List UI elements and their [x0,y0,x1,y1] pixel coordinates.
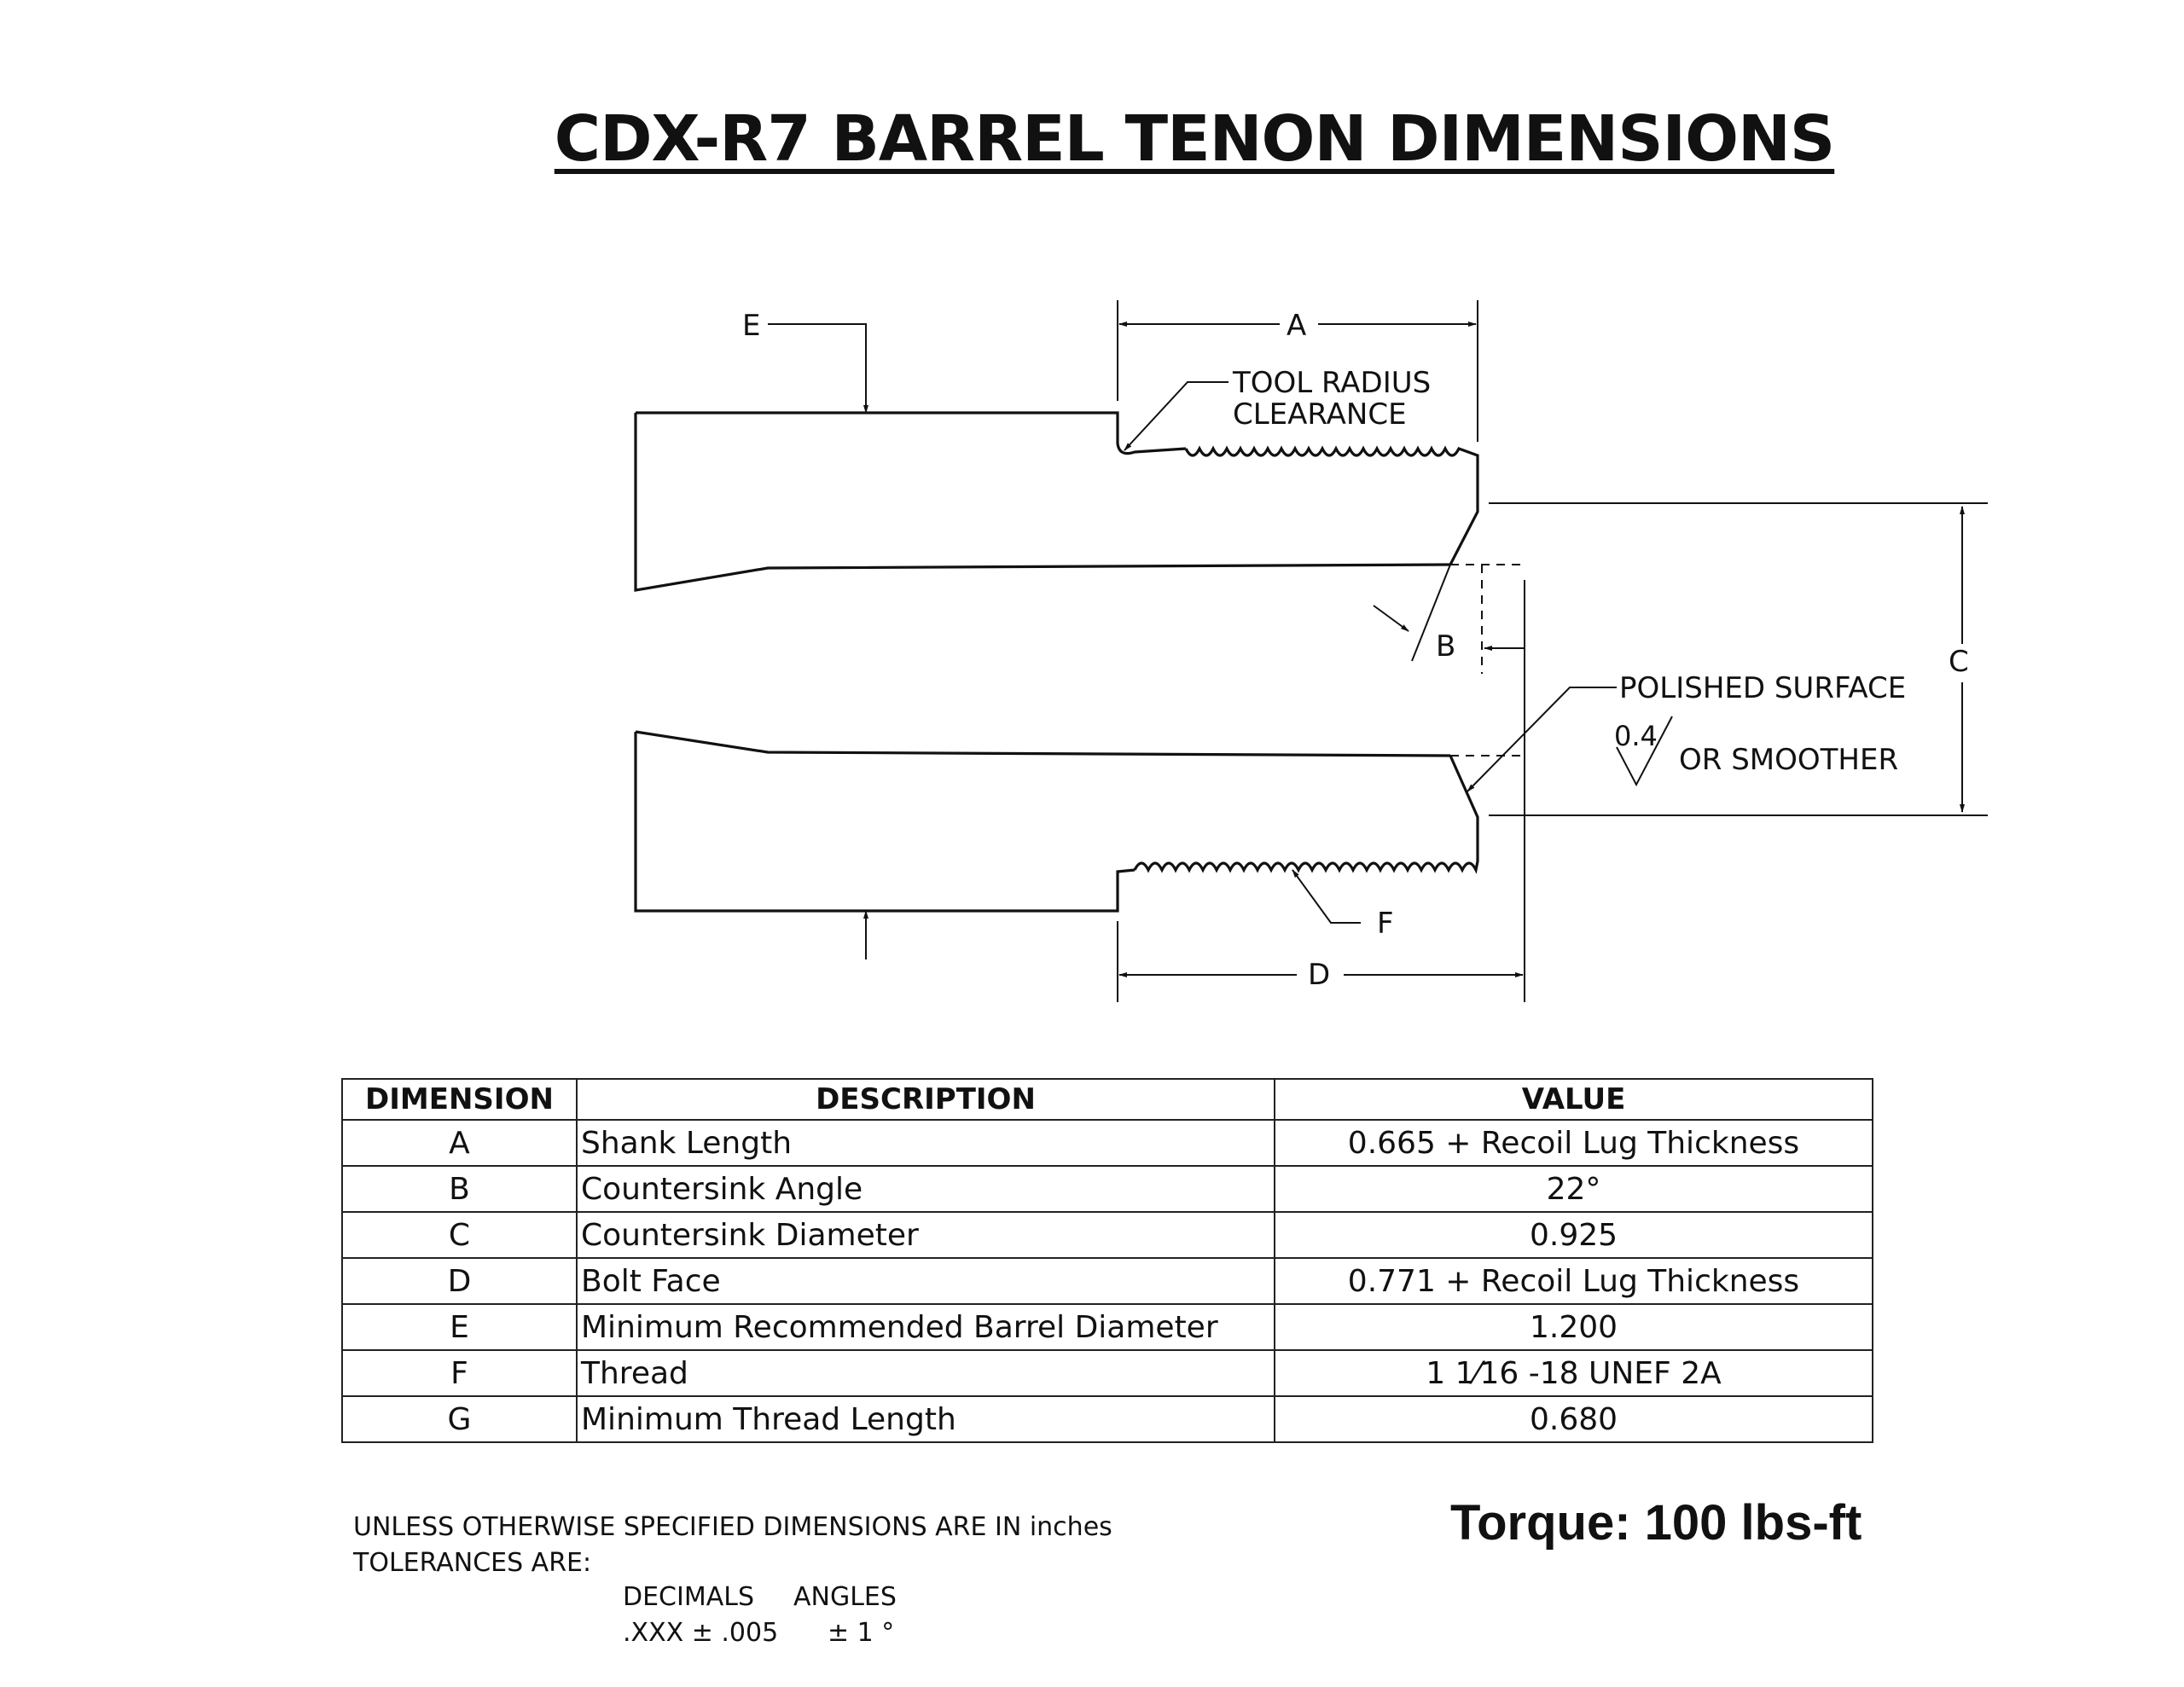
angles-label: ANGLES [793,1582,897,1612]
tolerance-block [623,1580,897,1651]
row-dimension: D [342,1258,577,1304]
decimals-tolerance: .XXX ± .005 [623,1618,779,1648]
table-header-row [342,1079,1873,1120]
row-description: Countersink Angle [577,1166,1275,1212]
row-description: Minimum Thread Length [577,1396,1275,1442]
label-a: A [1287,309,1307,343]
row-dimension: F [342,1350,577,1396]
row-value: 1 1⁄16 -18 UNEF 2A [1275,1350,1873,1396]
row-dimension: C [342,1212,577,1258]
row-dimension: B [342,1166,577,1212]
row-value: 0.680 [1275,1396,1873,1442]
barrel-lower-bore [636,732,1450,756]
barrel-lower-outline [636,732,1135,911]
label-e: E [742,309,761,343]
table-row [342,1212,1873,1258]
units-note-line1: UNLESS OTHERWISE SPECIFIED DIMENSIONS ARE IN inches [353,1512,1112,1542]
polished-line2: OR SMOOTHER [1679,743,1899,777]
header-value: VALUE [1275,1079,1873,1120]
table-row [342,1120,1873,1166]
units-note [353,1510,1112,1581]
row-dimension: G [342,1396,577,1442]
table-row [342,1304,1873,1350]
torque-spec: Torque: 100 lbs-ft [1450,1495,1862,1551]
angles-tolerance: ± 1 ° [828,1618,895,1648]
row-description: Minimum Recommended Barrel Diameter [577,1304,1275,1350]
row-value: 1.200 [1275,1304,1873,1350]
table-row [342,1166,1873,1212]
row-dimension: E [342,1304,577,1350]
row-description: Shank Length [577,1120,1275,1166]
lower-thread-profile [1135,756,1478,870]
table-row [342,1258,1873,1304]
row-description: Thread [577,1350,1275,1396]
row-value: 0.771 + Recoil Lug Thickness [1275,1258,1873,1304]
label-d: D [1308,958,1331,992]
barrel-upper-outline [636,413,1450,590]
tool-radius-line1: TOOL RADIUS [1233,366,1432,400]
row-value: 0.925 [1275,1212,1873,1258]
header-dimension: DIMENSION [342,1079,577,1120]
row-description: Bolt Face [577,1258,1275,1304]
table-row [342,1396,1873,1442]
label-f: F [1377,907,1394,941]
decimals-label: DECIMALS [623,1582,755,1612]
roughness-value: 0.4 [1614,720,1658,752]
polished-line1: POLISHED SURFACE [1619,671,1907,705]
row-description: Countersink Diameter [577,1212,1275,1258]
row-dimension: A [342,1120,577,1166]
upper-thread-profile [1186,449,1478,565]
units-note-line2: TOLERANCES ARE: [353,1548,592,1578]
page-title: CDX-R7 BARREL TENON DIMENSIONS [554,102,1835,176]
tool-radius-line2: CLEARANCE [1233,397,1407,432]
row-value: 22° [1275,1166,1873,1212]
label-c: C [1949,645,1969,679]
label-b: B [1436,629,1456,664]
table-row [342,1350,1873,1396]
barrel-upper-shoulder [636,413,1186,454]
row-value: 0.665 + Recoil Lug Thickness [1275,1120,1873,1166]
dimension-table [341,1078,1873,1443]
header-description: DESCRIPTION [577,1079,1275,1120]
